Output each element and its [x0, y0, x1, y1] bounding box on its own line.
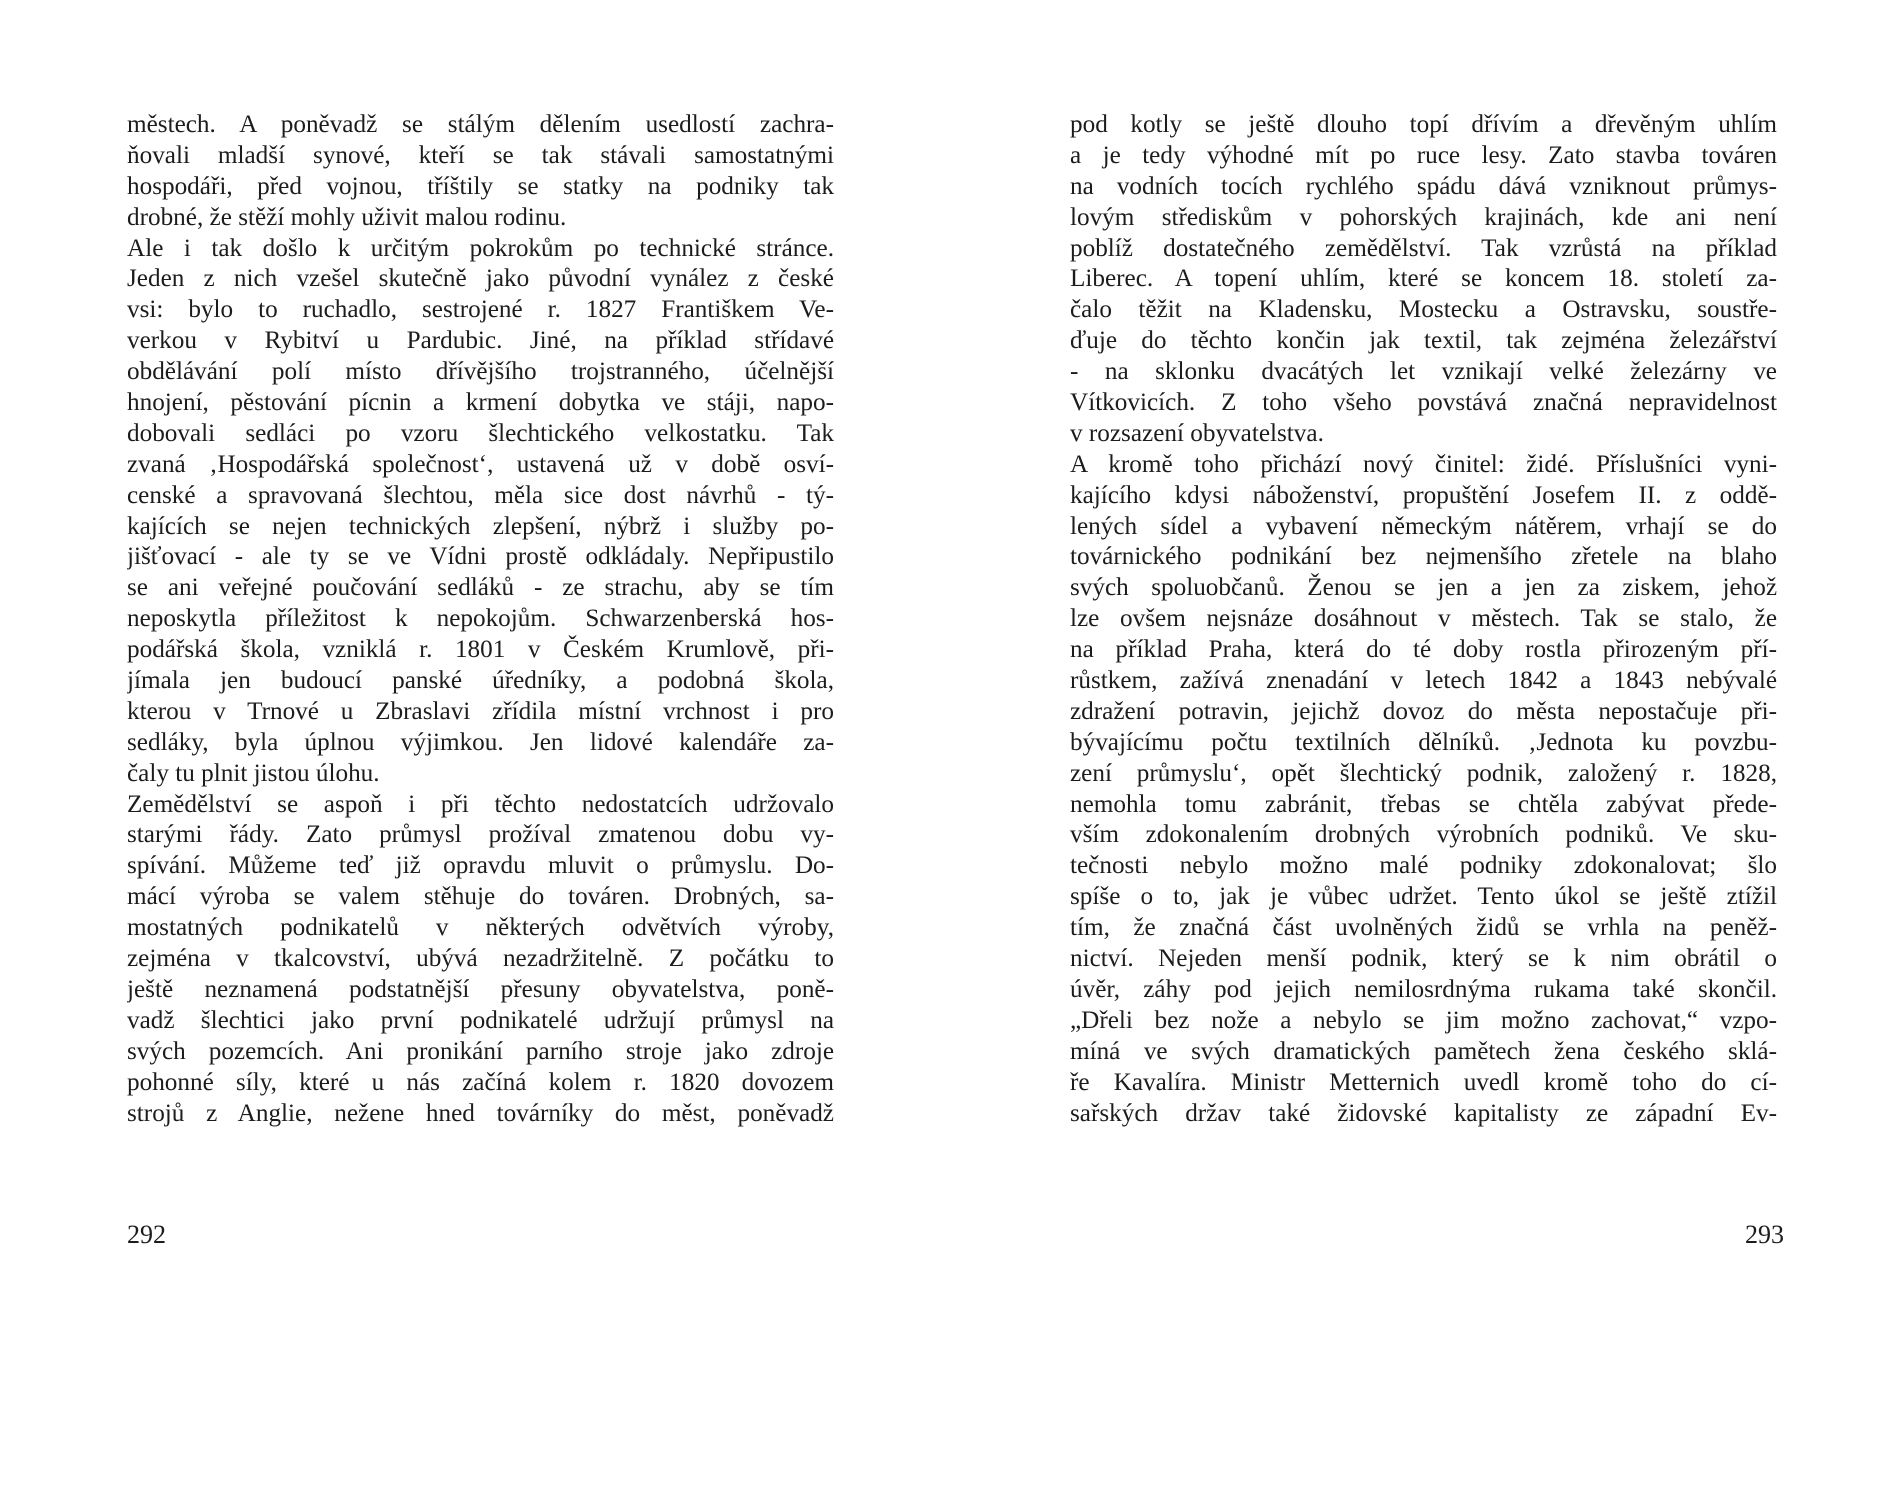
text-line: ře Kavalíra. Ministr Metternich uvedl kromě toho do cí-: [1070, 1068, 1777, 1096]
text-line: sařských držav také židovské kapitalisty ze západní Ev-: [1070, 1099, 1777, 1127]
text-line: míná ve svých dramatických pamětech žena českého sklá-: [1070, 1037, 1777, 1065]
text-line: A kromě toho přichází nový činitel: židé. Příslušníci vyni-: [1070, 450, 1777, 478]
text-line: mácí výroba se valem stěhuje do továren. Drobných, sa-: [127, 883, 834, 911]
text-line: továrnického podnikání bez nejmenšího zřetele na blaho: [1070, 543, 1777, 571]
text-line: na vodních tocích rychlého spádu dává vzniknout průmys-: [1070, 172, 1777, 200]
text-line: zejména v tkalcovství, ubývá nezadržitelně. Z počátku to: [127, 945, 834, 973]
text-line: Zemědělství se aspoň i při těchto nedostatcích udržovalo: [127, 790, 834, 818]
text-line: bývajícímu počtu textilních dělníků. ‚Jednota ku povzbu-: [1070, 728, 1777, 756]
text-line: Jeden z nich vzešel skutečně jako původní vynález z české: [127, 265, 834, 293]
text-line: hospodáři, před vojnou, tříštily se statky na podniky tak: [127, 172, 834, 200]
text-line: mostatných podnikatelů v některých odvětvích výroby,: [127, 914, 834, 942]
text-line: kterou v Trnové u Zbraslavi zřídila místní vrchnost i pro: [127, 697, 834, 725]
left-page-text: [127, 110, 834, 1129]
text-line: verkou v Rybitví u Pardubic. Jiné, na příklad střídavé: [127, 327, 834, 355]
text-line: pod kotly se ještě dlouho topí dřívím a dřevěným uhlím: [1070, 111, 1777, 138]
text-line: lze ovšem nejsnáze dosáhnout v městech. Tak se stalo, že: [1070, 605, 1777, 633]
text-line: svých spoluobčanů. Ženou se jen a jen za ziskem, jehož: [1070, 574, 1777, 602]
text-line: - na sklonku dvacátých let vznikají velké železárny ve: [1070, 358, 1777, 386]
text-line: ňovali mladší synové, kteří se tak stávali samostatnými: [127, 141, 834, 169]
text-line: čalo těžit na Kladensku, Mostecku a Ostravsku, soustře-: [1070, 296, 1777, 324]
text-line: nictví. Nejeden menší podnik, který se k nim obrátil o: [1070, 945, 1777, 973]
text-line: čaly tu plnit jistou úlohu.: [127, 759, 380, 787]
right-page-number: 293: [1745, 1220, 1784, 1249]
text-line: tím, že značná část uvolněných židů se vrhla na peněž-: [1070, 914, 1777, 942]
text-line: kajících se nejen technických zlepšení, nýbrž i služby po-: [127, 512, 834, 540]
text-line: lených sídel a vybavení německým nátěrem, vrhají se do: [1070, 512, 1777, 540]
text-line: vším zdokonalením drobných výrobních podniků. Ve sku-: [1070, 821, 1777, 849]
text-line: vadž šlechtici jako první podnikatelé udržují průmysl na: [127, 1006, 834, 1034]
text-line: na příklad Praha, která do té doby rostla přirozeným pří-: [1070, 636, 1777, 664]
text-line: poblíž dostatečného zemědělství. Tak vzrůstá na příklad: [1070, 234, 1777, 262]
text-line: censké a spravovaná šlechtou, měla sice dost návrhů - tý-: [127, 481, 834, 509]
text-line: lovým střediskům v pohorských krajinách, kde ani není: [1070, 203, 1777, 231]
text-line: ďuje do těchto končin jak textil, tak zejména železářství: [1070, 327, 1777, 355]
text-line: strojů z Anglie, nežene hned továrníky do měst, poněvadž: [127, 1099, 834, 1127]
text-line: drobné, že stěží mohly uživit malou rodinu.: [127, 203, 567, 231]
text-line: obdělávání polí místo dřívějšího trojstranného, účelnější: [127, 358, 834, 386]
text-line: tečnosti nebylo možno malé podniky zdokonalovat; šlo: [1070, 852, 1777, 880]
text-line: Vítkovicích. Z toho všeho povstává značná nepravidelnost: [1070, 389, 1777, 417]
text-line: „Dřeli bez nože a nebylo se jim možno zachovat,“ vzpo-: [1070, 1006, 1777, 1034]
text-line: a je tedy výhodné mít po ruce lesy. Zato stavba továren: [1070, 141, 1777, 169]
text-line: vsi: bylo to ruchadlo, sestrojené r. 1827 Františkem Ve-: [127, 296, 834, 324]
text-line: Ale i tak došlo k určitým pokrokům po technické stránce.: [127, 234, 834, 262]
text-line: ještě neznamená podstatnější přesuny obyvatelstva, poně-: [127, 975, 834, 1003]
text-line: zvaná ‚Hospodářská společnost‘, ustavená už v době osví-: [127, 450, 834, 478]
text-line: starými řády. Zato průmysl prožíval zmatenou dobu vy-: [127, 821, 834, 849]
text-line: dobovali sedláci po vzoru šlechtického velkostatku. Tak: [127, 419, 834, 447]
text-line: hnojení, pěstování pícnin a krmení dobytka ve stáji, napo-: [127, 389, 834, 417]
right-page-text: [1070, 110, 1777, 1129]
left-page-number: 292: [127, 1220, 166, 1249]
text-line: spívání. Můžeme teď již opravdu mluvit o průmyslu. Do-: [127, 852, 834, 880]
text-line: jišťovací - ale ty se ve Vídni prostě odkládaly. Nepřipustilo: [127, 543, 834, 571]
text-line: svých pozemcích. Ani pronikání parního stroje jako zdroje: [127, 1037, 834, 1065]
text-line: kajícího kdysi náboženství, propuštění Josefem II. z oddě-: [1070, 481, 1777, 509]
text-line: růstkem, zažívá znenadání v letech 1842 a 1843 nebývalé: [1070, 667, 1777, 695]
text-line: podářská škola, vzniklá r. 1801 v Českém Krumlově, při-: [127, 636, 834, 664]
text-line: pohonné síly, které u nás začíná kolem r. 1820 dovozem: [127, 1068, 834, 1096]
text-line: se ani veřejné poučování sedláků - ze strachu, aby se tím: [127, 574, 834, 602]
right-page: [949, 0, 1898, 1500]
text-line: Liberec. A topení uhlím, které se koncem 18. století za-: [1070, 265, 1777, 293]
text-line: sedláky, byla úplnou výjimkou. Jen lidové kalendáře za-: [127, 728, 834, 756]
text-line: nemohla tomu zabránit, třebas se chtěla zabývat přede-: [1070, 790, 1777, 818]
text-line: neposkytla příležitost k nepokojům. Schwarzenberská hos-: [127, 605, 834, 633]
text-line: zení průmyslu‘, opět šlechtický podnik, založený r. 1828,: [1070, 759, 1777, 787]
text-line: v rozsazení obyvatelstva.: [1070, 419, 1324, 447]
text-line: zdražení potravin, jejichž dovoz do města nepostačuje při-: [1070, 697, 1777, 725]
text-line: městech. A poněvadž se stálým dělením usedlostí zachra-: [127, 111, 834, 138]
text-line: spíše o to, jak je vůbec udržet. Tento úkol se ještě ztížil: [1070, 883, 1777, 911]
text-line: jímala jen budoucí panské úředníky, a podobná škola,: [127, 667, 834, 695]
text-line: úvěr, záhy pod jejich nemilosrdnýma rukama také skončil.: [1070, 975, 1777, 1003]
